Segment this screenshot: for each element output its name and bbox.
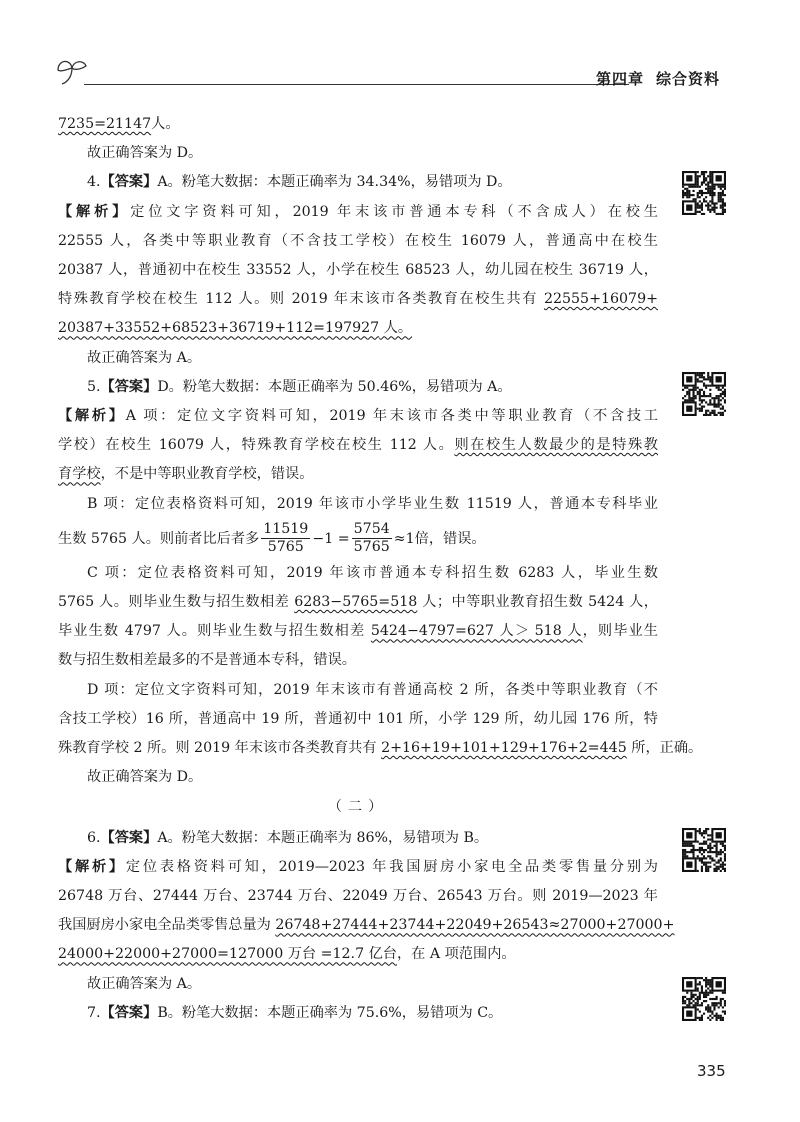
text-line: 数与招生数相差最多的不是普通本专科，错误。: [58, 652, 356, 669]
text-line: D 项：定位文字资料可知，2019 年末该市有普通高校 2 所，各类中等职业教育（不: [87, 681, 658, 698]
text-line: C 项：定位表格资料可知，2019 年该市普通本专科招生数 6283 人，毕业生数: [87, 564, 658, 581]
page-header: [40, 56, 730, 96]
text-line: B 项：定位表格资料可知，2019 年该市小学毕业生数 11519 人，普通本专科毕业: [87, 495, 658, 512]
answer-conclusion: 故正确答案为 D。: [87, 145, 203, 162]
text-line: 育学校，不是中等职业教育学校，错误。: [58, 466, 314, 483]
chapter-heading: [596, 68, 720, 89]
fraction: $\frac{5754}{5765}$: [353, 521, 390, 556]
text-line: 【解析】定位表格资料可知，2019—2023 年我国厨房小家电全品类零售量分别为: [58, 858, 658, 875]
chapter-title: 综合资料: [655, 70, 720, 88]
qr-pattern: [682, 372, 726, 416]
fraction: $\frac{11519}{5765}$: [263, 521, 309, 556]
question-5-answer: 5.【答案】D。粉笔大数据：本题正确率为 50.46%，易错项为 A。: [87, 378, 512, 395]
text-line: 24000+22000+27000=127000 万台 =12.7 亿台，在 A 项范围内。: [58, 946, 516, 963]
text-line: 5765 人。则毕业生数与招生数相差 6283−5765=518 人；中等职业教育招生数 5424 人，: [58, 594, 658, 611]
qr-code-icon[interactable]: [682, 372, 726, 416]
text-line: 20387 人，普通初中在校生 33552 人，小学在校生 68523 人，幼儿园在校生 36719 人，: [58, 262, 658, 279]
text-line: 22555 人，各类中等职业教育（不含技工学校）在校生 16079 人，普通高中在校生: [58, 232, 658, 249]
qr-pattern: [682, 828, 726, 872]
page-number: 335: [697, 1062, 726, 1080]
chapter-number: 第四章: [595, 70, 644, 88]
section-heading: （二）: [327, 799, 389, 816]
qr-pattern: [682, 977, 726, 1021]
text-line: 【解析】A 项：定位文字资料可知，2019 年末该市各类中等职业教育（不含技工: [58, 408, 658, 425]
text-line: 26748 万台、27444 万台、23744 万台、22049 万台、26543 万台。则 2019—2023 年: [58, 888, 658, 905]
text-line: 20387+33552+68523+36719+112=197927 人。: [58, 320, 413, 337]
answer-explanations: [58, 110, 703, 1028]
text-line: 特殊教育学校在校生 112 人。则 2019 年末该市各类教育在校生共有 22555+16079+: [58, 291, 658, 308]
question-6-answer: 6.【答案】A。粉笔大数据：本题正确率为 86%，易错项为 B。: [87, 829, 489, 846]
text-line: 含技工学校）16 所，普通高中 19 所，普通初中 101 所，小学 129 所，幼儿园 176 所，特: [58, 710, 658, 727]
question-4-answer: 4.【答案】A。粉笔大数据：本题正确率为 34.34%，易错项为 D。: [87, 174, 512, 191]
answer-conclusion: 故正确答案为 A。: [87, 349, 202, 366]
text-line: 【解析】定位文字资料可知，2019 年末该市普通本专科（不含成人）在校生: [58, 203, 658, 220]
text-line: 学校）在校生 16079 人，特殊教育学校在校生 112 人。则在校生人数最少的是特殊教: [58, 437, 658, 454]
text-line: 殊教育学校 2 所。则 2019 年末该市各类教育共有 2+16+19+101+129+176+2=445 所，正确。: [58, 740, 703, 757]
question-7-answer: 7.【答案】B。粉笔大数据：本题正确率为 75.6%，易错项为 C。: [87, 1004, 503, 1021]
qr-code-icon[interactable]: [682, 828, 726, 872]
answer-conclusion: 故正确答案为 D。: [87, 769, 203, 786]
qr-code-icon[interactable]: [682, 977, 726, 1021]
text-line: 我国厨房小家电全品类零售总量为 26748+27444+23744+22049+26543≈27000+27000+: [58, 917, 675, 934]
answer-conclusion: 故正确答案为 A。: [87, 975, 202, 992]
text-line: 毕业生数 4797 人。则毕业生数与招生数相差 5424−4797=627 人＞ 518 人，则毕业生: [58, 623, 658, 640]
text-line: 7235=21147人。: [58, 116, 180, 132]
qr-pattern: [682, 171, 726, 215]
header-rule: [84, 84, 629, 85]
qr-code-icon[interactable]: [682, 171, 726, 215]
sprout-icon: [54, 56, 94, 86]
fraction-formula-line: 生数 5765 人。则前者比后者多 $\frac{11519}{5765}$ −1 = $\frac{5754}{5765}$ ≈1倍，错误。: [58, 521, 486, 556]
